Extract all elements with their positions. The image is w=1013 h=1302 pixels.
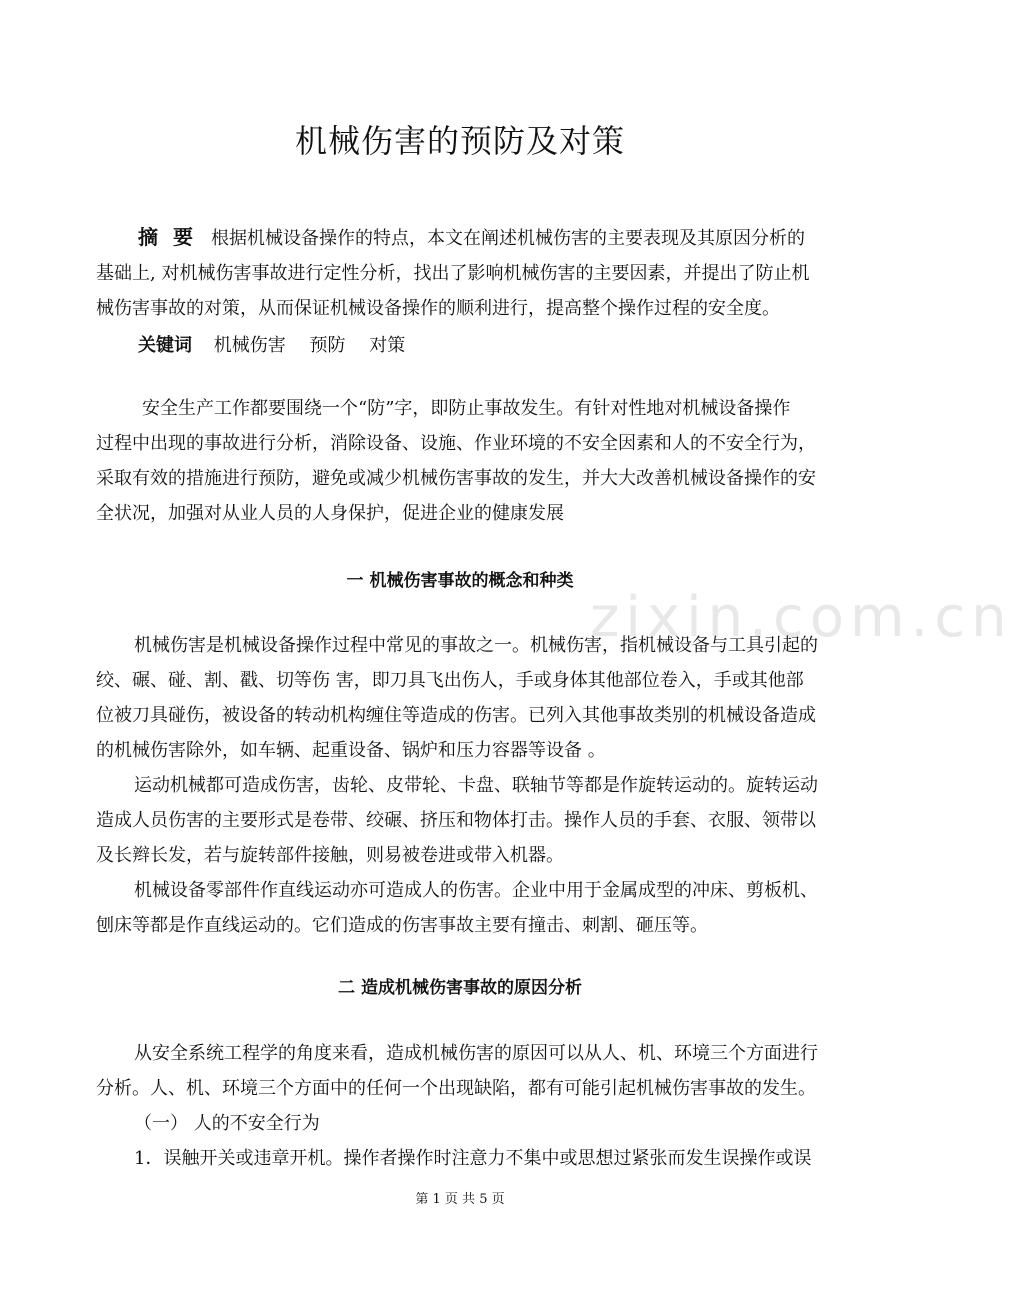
section-1-body <box>96 628 836 943</box>
section-1-line: 造成人员伤害的主要形式是卷带、绞碾、挤压和物体打击。操作人员的手套、衣服、领带以 <box>96 810 816 831</box>
intro-paragraph <box>96 391 836 531</box>
abstract-label: 摘 要 <box>138 225 197 249</box>
section-1-line: 位被刀具碰伤，被设备的转动机构缠住等造成的伤害。已列入其他事故类别的机械设备造成 <box>96 705 816 726</box>
section-2-line: 从安全系统工程学的角度来看，造成机械伤害的原因可以从人、机、环境三个方面进行 <box>134 1043 818 1064</box>
section-1-line: 刨床等都是作直线运动的。它们造成的伤害事故主要有撞击、刺割、砸压等。 <box>96 915 708 936</box>
watermark: zixin.com.cn <box>590 585 1013 650</box>
section-2-body <box>96 1036 836 1176</box>
abstract-line-1: 根据机械设备操作的特点，本文在阐述机械伤害的主要表现及其原因分析的 <box>210 228 805 249</box>
intro-line: 全状况，加强对从业人员的人身保护，促进企业的健康发展 <box>96 503 564 524</box>
abstract-line-3: 械伤害事故的对策，从而保证机械设备操作的顺利进行，提高整个操作过程的安全度。 <box>96 298 780 319</box>
keyword: 机械伤害 <box>213 335 286 356</box>
abstract <box>96 220 836 363</box>
section-1-line: 运动机械都可造成伤害，齿轮、皮带轮、卡盘、联轴节等都是作旋转运动的。旋转运动 <box>134 775 818 796</box>
section-2-line: 分析。人、机、环境三个方面中的任何一个出现缺陷，都有可能引起机械伤害事故的发生。 <box>96 1078 816 1099</box>
section-1-line: 机械设备零部件作直线运动亦可造成人的伤害。企业中用于金属成型的冲床、剪板机、 <box>134 880 818 901</box>
intro-line: 安全生产工作都要围绕一个“防”字，即防止事故发生。有针对性地对机械设备操作 <box>142 398 791 419</box>
section-1-line: 及长辫长发，若与旋转部件接触，则易被卷进或带入机器。 <box>96 845 564 866</box>
intro-line: 过程中出现的事故进行分析，消除设备、设施、作业环境的不安全因素和人的不安全行为， <box>96 433 816 454</box>
keywords-label: 关键词 <box>138 335 192 356</box>
section-1-line: 绞、碾、碰、割、戳、切等伤 害，即刀具飞出伤人，手或身体其他部位卷入，手或其他部 <box>96 670 804 691</box>
abstract-line-2: 基础上, 对机械伤害事故进行定性分析，找出了影响机械伤害的主要因素，并提出了防止机 <box>96 263 810 284</box>
page-title: 机械伤害的预防及对策 <box>294 122 625 160</box>
subheading: （一） 人的不安全行为 <box>134 1113 320 1134</box>
keyword: 预防 <box>309 335 346 356</box>
section-2-line: 1．误触开关或违章开机。操作者操作时注意力不集中或思想过紧张而发生误操作或误 <box>134 1148 812 1169</box>
keyword: 对策 <box>369 335 406 356</box>
section-1-heading: 一 机械伤害事故的概念和种类 <box>346 571 574 591</box>
section-1-line: 的机械伤害除外，如车辆、起重设备、锅炉和压力容器等设备 。 <box>96 740 606 761</box>
keywords-row <box>96 328 836 363</box>
page-footer: 第 1 页 共 5 页 <box>415 1192 505 1207</box>
section-1-line: 机械伤害是机械设备操作过程中常见的事故之一。机械伤害，指机械设备与工具引起的 <box>134 635 818 656</box>
intro-line: 采取有效的措施进行预防，避免或减少机械伤害事故的发生，并大大改善机械设备操作的安 <box>96 468 816 489</box>
section-2-heading: 二 造成机械伤害事故的原因分析 <box>338 978 582 998</box>
